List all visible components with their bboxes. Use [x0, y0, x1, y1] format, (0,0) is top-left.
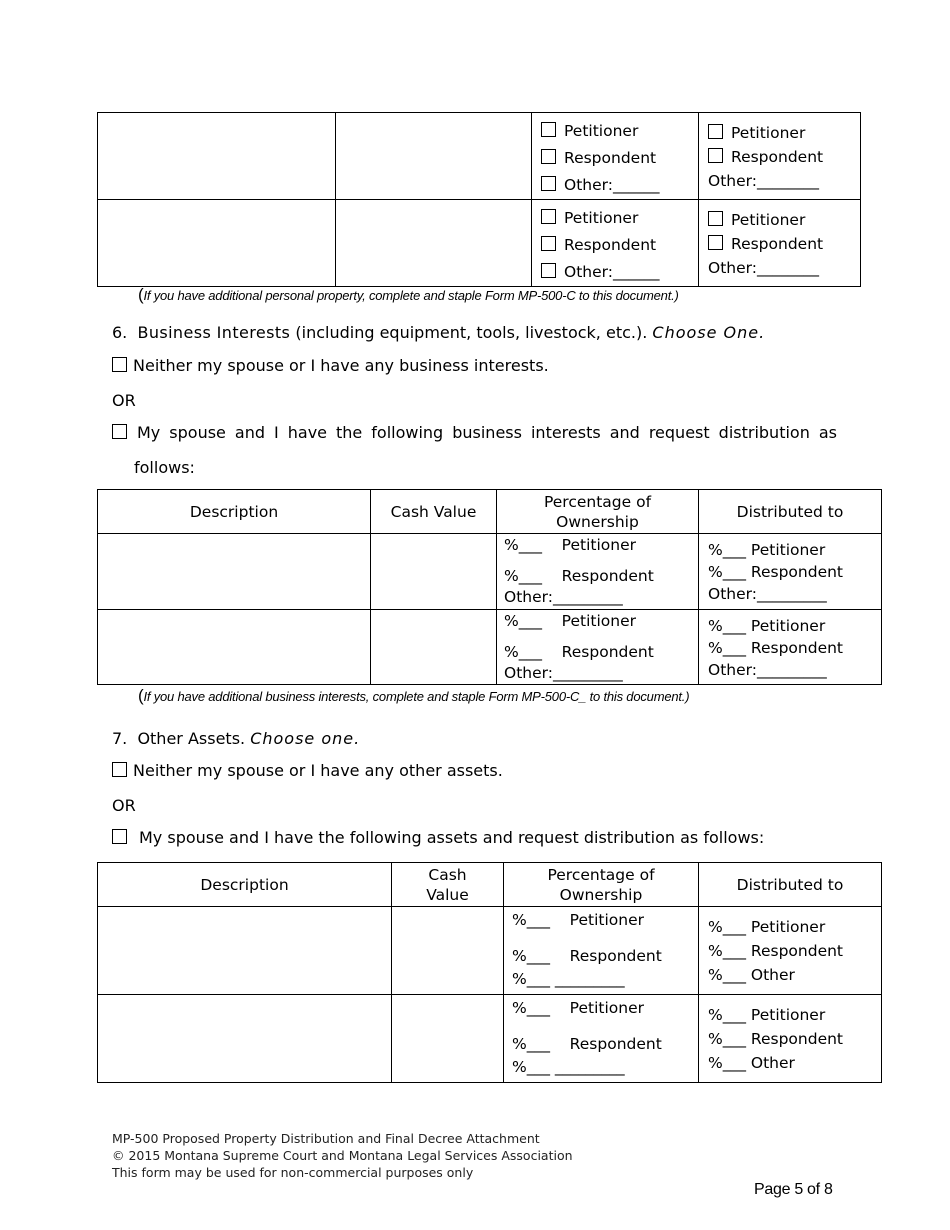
column-header: Percentage of Ownership [504, 863, 699, 907]
section-6-option-have[interactable]: My spouse and I have the following business interests and request distribution as [112, 423, 837, 442]
column-header: Cash Value [371, 490, 497, 534]
column-header: Description [98, 863, 392, 907]
table-row: %___ Petitioner %___ Respondent Other:_________ %___ Petitioner %___ Respondent Other:_________ [98, 534, 882, 610]
footer [112, 1130, 573, 1181]
usage-note: This form may be used for non-commercial purposes only [112, 1165, 474, 1180]
section-6-option-none[interactable]: Neither my spouse or I have any business interests. [112, 356, 549, 375]
checkbox[interactable] [112, 357, 127, 372]
section-6-option-have-cont: follows: [134, 458, 195, 477]
description-cell[interactable] [98, 534, 371, 610]
table-header [98, 490, 882, 534]
checkbox[interactable] [541, 122, 556, 137]
checkbox[interactable] [541, 263, 556, 278]
table-row: %___ Petitioner %___ Respondent Other:_________ %___ Petitioner %___ Respondent Other:_________ [98, 610, 882, 685]
other-field[interactable]: Other:_________ [504, 664, 623, 682]
section-7-heading: 7. Other Assets. Choose one. [112, 729, 361, 748]
description-cell[interactable] [98, 995, 392, 1083]
column-header: Description [98, 490, 371, 534]
column-header: Distributed to [699, 863, 882, 907]
other-field[interactable]: %___ _________ [512, 1058, 625, 1076]
checkbox[interactable] [708, 148, 723, 163]
other-field[interactable]: Other:________ [708, 172, 819, 190]
table-row: Petitioner Respondent Other:______ Petitioner Respondent Other:________ [98, 200, 861, 287]
business-interests-table [97, 489, 882, 685]
table-row: %___ Petitioner %___ Respondent %___ _________ %___ Petitioner %___ Respondent %___ Other [98, 995, 882, 1083]
checkbox[interactable] [112, 424, 127, 439]
checkbox[interactable] [541, 236, 556, 251]
checkbox[interactable] [708, 211, 723, 226]
value-cell[interactable] [392, 907, 504, 995]
table-row: %___ Petitioner %___ Respondent %___ _________ %___ Petitioner %___ Respondent %___ Other [98, 907, 882, 995]
checkbox[interactable] [541, 209, 556, 224]
description-cell[interactable] [98, 610, 371, 685]
other-field[interactable]: Other:_________ [504, 588, 623, 606]
checkbox[interactable] [708, 124, 723, 139]
column-header: Distributed to [699, 490, 882, 534]
checkbox[interactable] [541, 149, 556, 164]
table-row: Petitioner Respondent Other:______ Petitioner Respondent Other:________ [98, 113, 861, 200]
value-cell[interactable] [336, 113, 532, 200]
description-cell[interactable] [98, 200, 336, 287]
other-field[interactable]: Other:________ [708, 259, 819, 277]
checkbox[interactable] [112, 762, 127, 777]
value-cell[interactable] [371, 610, 497, 685]
value-cell[interactable] [371, 534, 497, 610]
other-field[interactable]: Other:_________ [708, 661, 827, 679]
business-note: (If you have additional business interests, complete and staple Form MP-500-C_ to this document.) [138, 686, 690, 705]
or-label: OR [112, 391, 136, 410]
other-field[interactable]: Other:_________ [708, 585, 827, 603]
description-cell[interactable] [98, 907, 392, 995]
value-cell[interactable] [336, 200, 532, 287]
property-note: (If you have additional personal property, complete and staple Form MP-500-C to this document.) [138, 285, 679, 304]
checkbox[interactable] [708, 235, 723, 250]
section-7-option-none[interactable]: Neither my spouse or I have any other assets. [112, 761, 503, 780]
section-6-heading: 6. Business Interests (including equipment, tools, livestock, etc.). Choose One. [112, 323, 766, 342]
value-cell[interactable] [392, 995, 504, 1083]
page-number: Page 5 of 8 [754, 1181, 833, 1198]
column-header: Percentage of Ownership [497, 490, 699, 534]
or-label: OR [112, 796, 136, 815]
other-assets-table [97, 862, 882, 1083]
table-header [98, 863, 882, 907]
personal-property-table [97, 112, 861, 287]
column-header: Cash Value [392, 863, 504, 907]
other-field[interactable]: %___ _________ [512, 970, 625, 988]
section-7-option-have[interactable]: My spouse and I have the following assets and request distribution as follows: [112, 828, 764, 847]
copyright: © 2015 Montana Supreme Court and Montana Legal Services Association [112, 1148, 573, 1163]
description-cell[interactable] [98, 113, 336, 200]
form-title: MP-500 Proposed Property Distribution and Final Decree Attachment [112, 1131, 540, 1146]
checkbox[interactable] [541, 176, 556, 191]
checkbox[interactable] [112, 829, 127, 844]
